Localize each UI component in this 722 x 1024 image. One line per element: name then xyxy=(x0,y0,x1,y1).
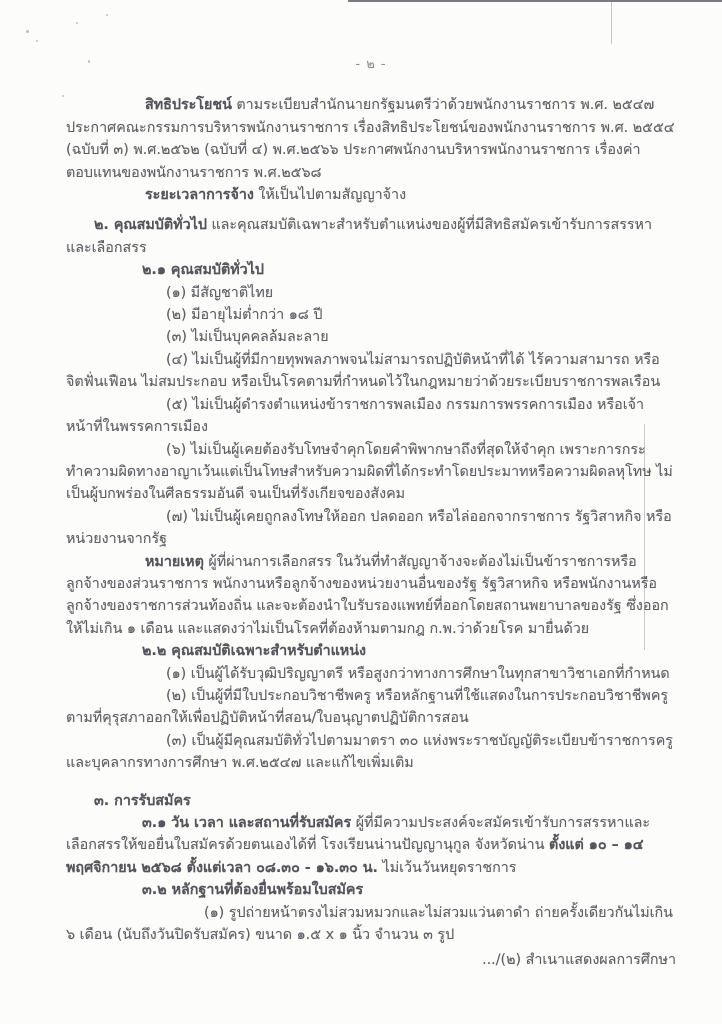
general-qualification-item: (๔) ไม่เป็นผู้ที่มีกายทุพพลภาพจนไม่สามารถปฏิบัติหน้าที่ได้ ไร้ความสามารถ หรือจิตฟั่นเฟือน ไม่สมประกอบ หรือเป็นโรคตามที่กำหนดไว้ในกฎหมายว่าด้วยระเบียบราชการพลเรือน xyxy=(66,351,661,391)
section-3-1-text1: ผู้ที่มีความประสงค์จะสมัครเข้ารับการสรรหาและเลือกสรรให้ขอยื่นใบสมัครด้วยตนเองได้ที่ โรงเรียนน่านปัญญานุกูล จังหวัดน่าน xyxy=(66,815,651,854)
specific-qualification-item: (๒) เป็นผู้ที่มีใบประกอบวิชาชีพครู หรือหลักฐานที่ใช้แสดงในการประกอบวิชาชีพครูตามที่คุรุสภาออกให้เพื่อปฏิบัติหน้าที่สอน/ใบอนุญาตปฏิบัติการสอน xyxy=(66,687,669,727)
benefits-label: สิทธิประโยชน์ xyxy=(145,97,232,114)
continuation-note: .../(๒) สำเนาแสดงผลการศึกษา xyxy=(482,952,676,969)
section-3-heading: ๓. การรับสมัคร xyxy=(94,792,191,809)
general-qualification-item: (๒) มีอายุไม่ต่ำกว่า ๑๘ ปี xyxy=(166,307,323,324)
scan-edge-line xyxy=(348,0,722,2)
note-label: หมายเหตุ xyxy=(145,553,204,570)
note-text: ผู้ที่ผ่านการเลือกสรร ในวันที่ทำสัญญาจ้างจะต้องไม่เป็นข้าราชการหรือลูกจ้างของส่วนราชการ พนักงานหรือลูกจ้างของหน่วยงานอื่นของรัฐ รัฐวิสาหกิจ หรือพนักงานหรือลูกจ้างของราชการส่วนท้องถิ่น และจะต้องนำใบรับรองแพทย์ที่ออกโดยสถานพยาบาลของรัฐ ซึ่งออกให้ไม่เกิน ๑ เดือน และแสดงว่าไม่เป็นโรคที่ต้องห้ามตามกฎ ก.พ.ว่าด้วยโรค มายื่นด้วย xyxy=(66,553,669,637)
scan-vertical-line-top xyxy=(611,0,612,44)
document-content xyxy=(66,54,676,972)
employment-period-text: ให้เป็นไปตามสัญญาจ้าง xyxy=(258,187,407,204)
section-3-1-label: ๓.๑ วัน เวลา และสถานที่รับสมัคร xyxy=(142,815,352,831)
general-qualification-item: (๖) ไม่เป็นผู้เคยต้องรับโทษจำคุกโดยคำพิพากษาถึงที่สุดให้จำคุก เพราะการกระทำความผิดทางอาญาเว้นแต่เป็นโทษสำหรับความผิดที่ได้กระทำโดยประมาทหรือความผิดลหุโทษ ไม่เป็นผู้บกพร่องในศีลธรรมอันดี จนเป็นที่รังเกียจของสังคม xyxy=(66,441,673,503)
scan-speckle xyxy=(36,40,38,42)
section-3-2-heading: ๓.๒ หลักฐานที่ต้องยื่นพร้อมใบสมัคร xyxy=(142,882,364,899)
scan-speckle xyxy=(106,14,108,16)
section-2-heading xyxy=(66,214,676,259)
general-qualification-item: (๓) ไม่เป็นบุคคลล้มละลาย xyxy=(166,329,329,346)
benefits-text: ตามระเบียบสำนักนายกรัฐมนตรีว่าด้วยพนักงานราชการ พ.ศ. ๒๕๔๗ ประกาศคณะกรรมการบริหารพนักงานราชการ เรื่องสิทธิประโยชน์ของพนักงานราชการ พ.ศ. ๒๕๕๔ (ฉบับที่ ๓) พ.ศ.๒๕๖๒ (ฉบับที่ ๔) พ.ศ.๒๕๖๖ ประกาศพนักงานบริหารพนักงานราชการ เรื่องค่าตอบแทนของพนักงานราชการ พ.ศ.๒๕๖๘ xyxy=(66,97,675,181)
general-qualification-item: (๑) มีสัญชาติไทย xyxy=(166,284,274,301)
section-2-2-heading: ๒.๒ คุณสมบัติเฉพาะสำหรับตำแหน่ง xyxy=(142,643,366,660)
specific-qualification-item: (๑) เป็นผู้ได้รับวุฒิปริญญาตรี หรือสูงกว่าทางการศึกษาในทุกสาขาวิชาเอกที่กำหนด xyxy=(166,665,670,682)
note-paragraph xyxy=(66,551,676,641)
section-2-1-heading: ๒.๑ คุณสมบัติทั่วไป xyxy=(142,262,264,279)
specific-qualification-item: (๓) เป็นผู้มีคุณสมบัติทั่วไปตามมาตรา ๓๐ แห่งพระราชบัญญัติระเบียบข้าราชการครูและบุคลากรทางการศึกษา พ.ศ.๒๕๔๗ และแก้ไขเพิ่มเติม xyxy=(66,732,673,772)
benefits-paragraph xyxy=(66,94,676,184)
employment-period-label: ระยะเวลาการจ้าง xyxy=(145,187,254,204)
scan-speckle xyxy=(62,95,65,98)
section-3-1-paragraph xyxy=(66,812,676,879)
section-2-heading-bold: ๒. คุณสมบัติทั่วไป xyxy=(94,217,207,234)
section-3-1-text2: ไม่เว้นวันหยุดราชการ xyxy=(382,859,517,876)
document-requirement-item: (๑) รูปถ่ายหน้าตรงไม่สวมหมวกและไม่สวมแว่นตาดำ ถ่ายครั้งเดียวกันไม่เกิน ๖ เดือน (นับถึงวันปิดรับสมัคร) ขนาด ๑.๕ x ๑ นิ้ว จำนวน ๓ รูป xyxy=(66,904,673,944)
scan-speckle xyxy=(26,30,29,33)
general-qualification-item: (๕) ไม่เป็นผู้ดำรงตำแหน่งข้าราชการพลเมือง กรรมการพรรคการเมือง หรือเจ้าหน้าที่ในพรรคการเมือง xyxy=(66,396,645,436)
section-2-heading-rest: และคุณสมบัติเฉพาะสำหรับตำแหน่งของผู้ที่มีสิทธิสมัครเข้ารับการสรรหาและเลือกสรร xyxy=(66,217,653,256)
scan-speckle xyxy=(76,22,78,24)
section-3-1-dates: ตั้งแต่ ๑๐ – ๑๔ พฤศจิกายน ๒๕๖๘ ตั้งแต่เวลา ๐๘.๓๐ - ๑๖.๓๐ น. xyxy=(66,837,644,876)
page-number: - ๒ - xyxy=(355,57,387,72)
general-qualification-item: (๗) ไม่เป็นผู้เคยถูกลงโทษให้ออก ปลดออก หรือไล่ออกจากราชการ รัฐวิสาหกิจ หรือหน่วยงานจากรัฐ xyxy=(66,508,672,548)
employment-period-paragraph xyxy=(66,184,676,206)
